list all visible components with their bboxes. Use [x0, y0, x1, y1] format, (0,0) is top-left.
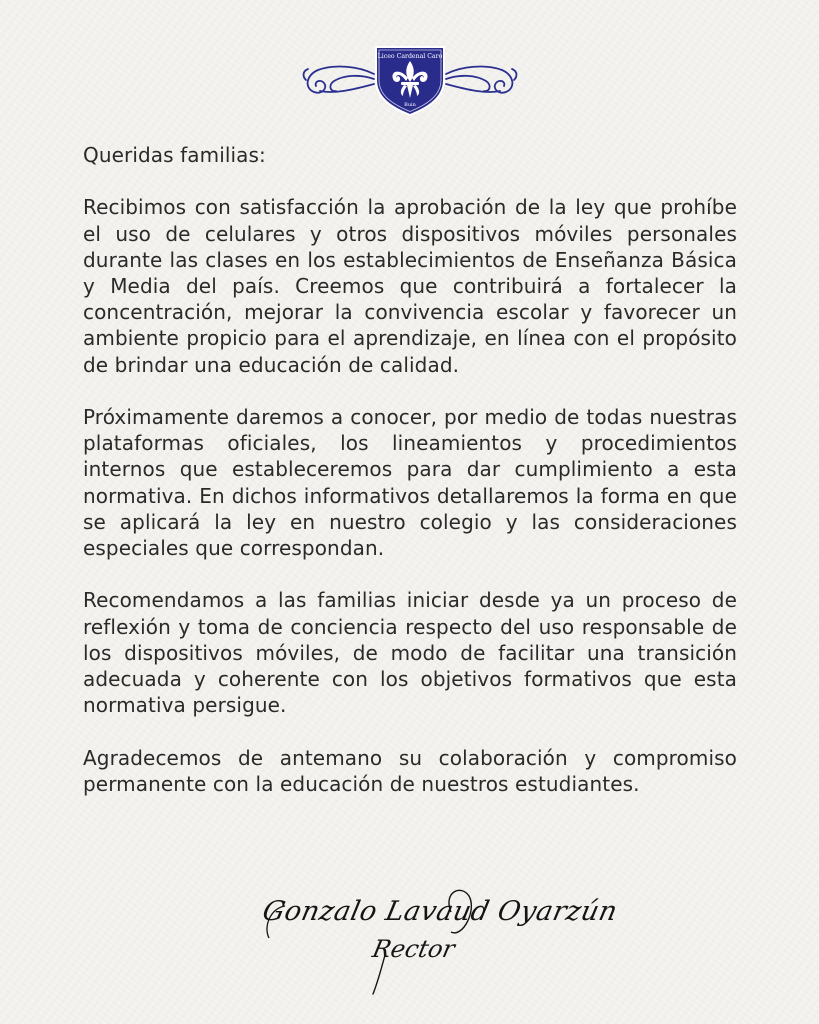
paragraph: Recibimos con satisfacción la aprobación de la ley que prohíbe el uso de celulares y otros dispositivos móviles personales durante las clases en los establecimientos de Enseñanza Básica y Media del país. Creemos que contribuirá a fortalecer la concentración, mejorar la convivencia escolar y favorecer un ambiente propicio para el aprendizaje, en línea con el propósito de brindar una educación de calidad.	[83, 195, 737, 377]
crest-bottom-text: Buin	[404, 102, 416, 108]
signature-name: Gonzalo Lavaud Oyarzún	[259, 896, 621, 927]
shield	[376, 47, 444, 115]
right-swirl-ornament	[446, 67, 516, 93]
paragraph: Próximamente daremos a conocer, por medio de todas nuestras plataformas oficiales, los lineamientos y procedimientos internos que estableceremos para dar cumplimiento a esta normativa. En dichos informativos detallaremos la forma en que se aplicará la ley en nuestro colegio y las consideraciones especiales que correspondan.	[83, 405, 737, 561]
signature-block	[255, 880, 621, 1000]
paragraph: Agradecemos de antemano su colaboración y compromiso permanente con la educación de nuestros estudiantes.	[83, 745, 737, 796]
signature-title: Rector	[370, 935, 458, 963]
letter-body	[83, 142, 737, 823]
school-crest	[300, 44, 520, 118]
crest-top-text: Liceo Cardenal Caro	[377, 53, 443, 60]
paragraph: Recomendamos a las familias iniciar desde ya un proceso de reflexión y toma de conciencia respecto del uso responsable de los dispositivos móviles, de modo de facilitar una transición adecuada y coherente con los objetivos formativos que esta normativa persigue.	[83, 588, 737, 718]
crest-emblem	[300, 44, 520, 118]
left-swirl-ornament	[304, 67, 374, 93]
salutation: Queridas familias:	[83, 143, 266, 167]
